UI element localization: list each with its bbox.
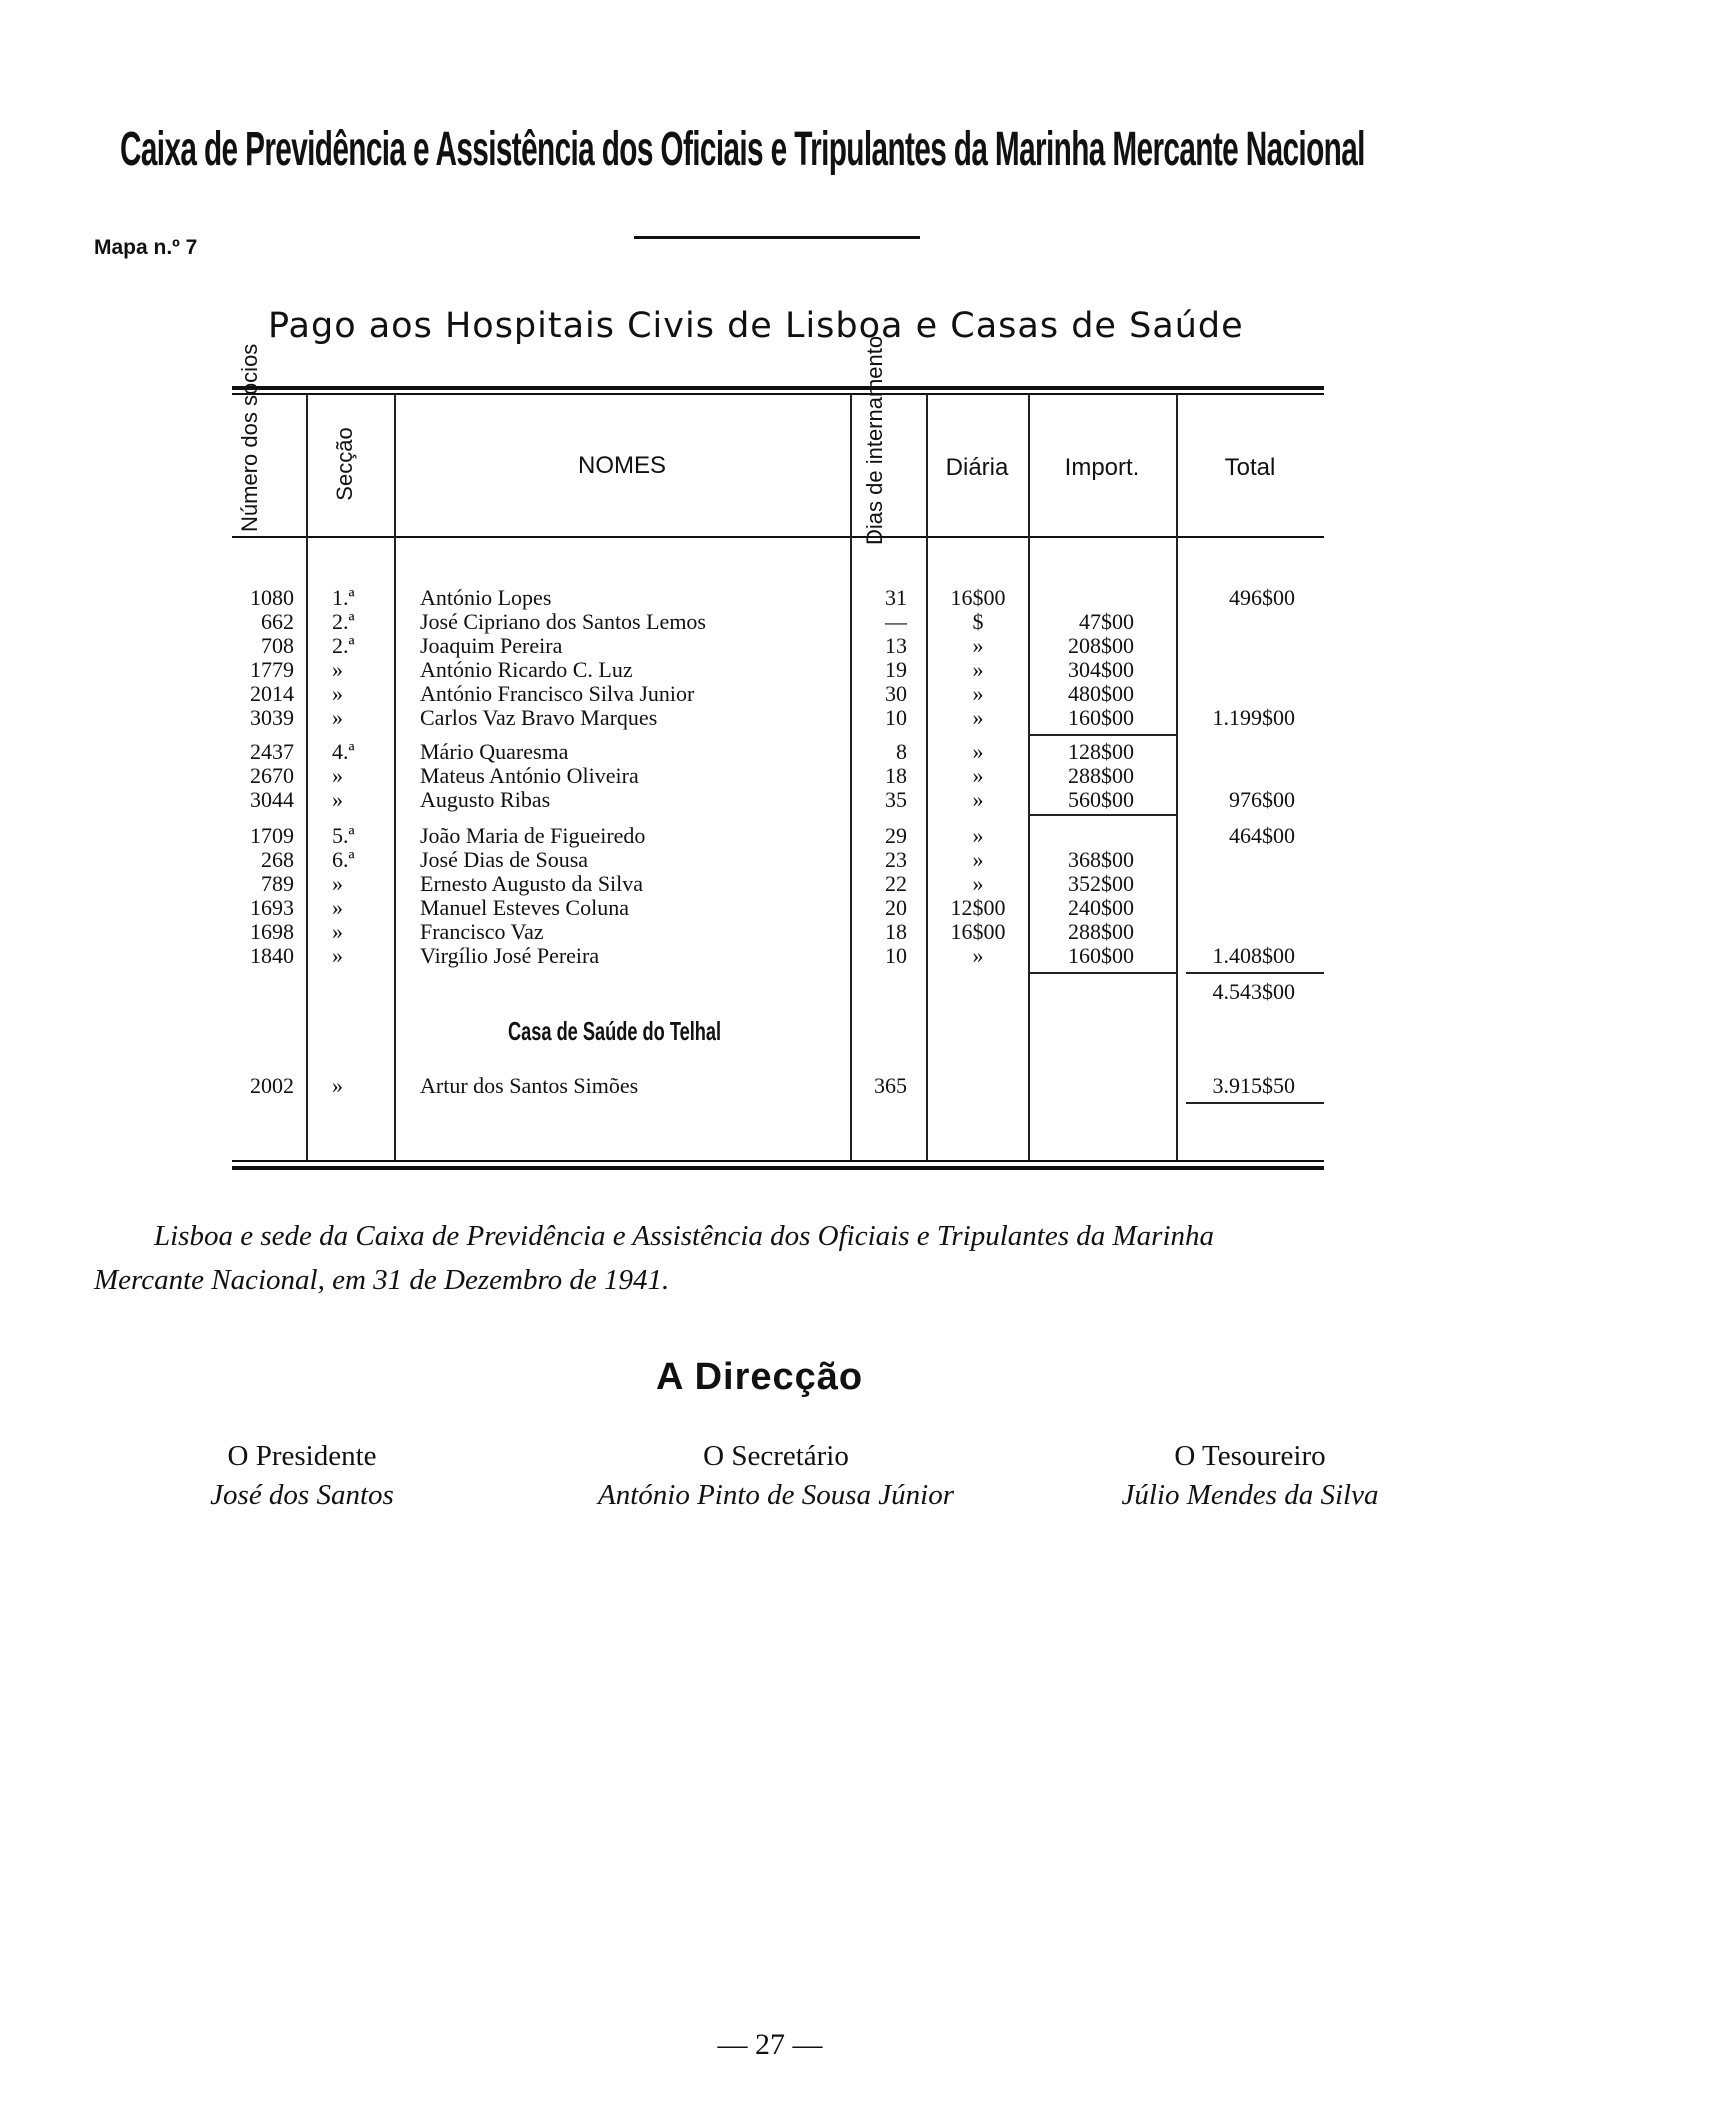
cell-seccao: »: [332, 1073, 343, 1098]
cell-diaria: 16$00: [950, 585, 1006, 610]
cell-total: 496$00: [1229, 585, 1295, 610]
cell-import: 208$00: [1068, 633, 1134, 658]
cell-nome: António Lopes: [420, 585, 552, 610]
cell-diaria: »: [972, 739, 984, 764]
cell-diaria: »: [972, 871, 984, 896]
table-row: [232, 682, 1324, 706]
cell-numero: 1779: [250, 657, 294, 682]
signatory-role: O Presidente: [227, 1440, 377, 1472]
title-underline: [634, 236, 920, 239]
cell-seccao: »: [332, 705, 343, 730]
cell-numero: 268: [261, 847, 294, 872]
cell-nome: Virgílio José Pereira: [420, 943, 600, 968]
cell-import: 480$00: [1068, 681, 1134, 706]
cell-import: 304$00: [1068, 657, 1134, 682]
cell-nome: Mário Quaresma: [420, 739, 569, 764]
table-row: [232, 658, 1324, 682]
cell-seccao: »: [332, 787, 343, 812]
cell-import: 160$00: [1068, 943, 1134, 968]
cell-total: 976$00: [1229, 787, 1295, 812]
cell-seccao: 1.ª: [332, 585, 355, 610]
map-number: Mapa n.º 7: [94, 236, 198, 259]
cell-import: 240$00: [1068, 895, 1134, 920]
closing-line-2: Mercante Nacional, em 31 de Dezembro de 1941.: [94, 1264, 670, 1296]
cell-import: 368$00: [1068, 847, 1134, 872]
cell-diaria: 16$00: [950, 919, 1006, 944]
cell-dias: 19: [885, 657, 907, 682]
cell-seccao: 2.ª: [332, 633, 355, 658]
cell-nome: Joaquim Pereira: [420, 633, 563, 658]
cell-total: 1.199$00: [1212, 705, 1295, 730]
cell-import: 560$00: [1068, 787, 1134, 812]
signatory-name: Júlio Mendes da Silva: [1121, 1479, 1379, 1511]
subtotal-rule: [1028, 814, 1176, 816]
table-row: [232, 848, 1324, 872]
cell-dias: 18: [885, 919, 907, 944]
table-row: [232, 740, 1324, 764]
cell-numero: 789: [261, 871, 294, 896]
cell-dias: 10: [885, 943, 907, 968]
cell-numero: 2014: [250, 681, 294, 706]
table-row: [232, 610, 1324, 634]
cell-diaria: »: [972, 847, 984, 872]
cell-import: 128$00: [1068, 739, 1134, 764]
table-row: [232, 944, 1324, 968]
cell-dias: 29: [885, 823, 907, 848]
signatory-name: José dos Santos: [210, 1479, 394, 1511]
cell-dias: —: [885, 609, 907, 634]
header-import: Import.: [1064, 454, 1140, 481]
cell-seccao: 5.ª: [332, 823, 355, 848]
cell-dias: 23: [885, 847, 907, 872]
cell-nome: Manuel Esteves Coluna: [420, 895, 629, 920]
cell-seccao: »: [332, 919, 343, 944]
page-number: — 27 —: [717, 2028, 823, 2061]
signatory-presidente: [92, 1440, 512, 1512]
cell-dias: 10: [885, 705, 907, 730]
cell-dias: 30: [885, 681, 907, 706]
table-subtitle: Pago aos Hospitais Civis de Lisboa e Casas de Saúde: [268, 306, 1244, 346]
cell-dias: 22: [885, 871, 907, 896]
signatory-name: António Pinto de Sousa Júnior: [597, 1479, 955, 1511]
header-bottom-rule: [232, 536, 1324, 538]
cell-numero: 1698: [250, 919, 294, 944]
cell-subtotal: 4.543$00: [1212, 979, 1295, 1004]
cell-nome: Artur dos Santos Simões: [420, 1073, 639, 1098]
cell-nome: Francisco Vaz: [420, 919, 544, 944]
cell-numero: 1080: [250, 585, 294, 610]
cell-seccao: »: [332, 895, 343, 920]
cell-numero: 3039: [250, 705, 294, 730]
closing-line-1: Lisboa e sede da Caixa de Previdência e Assistência dos Oficiais e Tripulantes da Marinha: [154, 1220, 1215, 1252]
cell-diaria: »: [972, 681, 984, 706]
cell-diaria: 12$00: [950, 895, 1006, 920]
cell-numero: 1840: [250, 943, 294, 968]
cell-nome: António Francisco Silva Junior: [420, 681, 695, 706]
cell-diaria: »: [972, 823, 984, 848]
cell-import: 160$00: [1068, 705, 1134, 730]
cell-numero: 1693: [250, 895, 294, 920]
subtotal-rule: [1028, 734, 1176, 736]
cell-seccao: »: [332, 657, 343, 682]
table-row: [232, 706, 1324, 730]
cell-dias: 20: [885, 895, 907, 920]
cell-nome: Mateus António Oliveira: [420, 763, 639, 788]
cell-seccao: 4.ª: [332, 739, 355, 764]
table-top-rule-thin: [232, 393, 1324, 395]
cell-nome: José Cipriano dos Santos Lemos: [420, 609, 706, 634]
table-top-rule: [232, 386, 1324, 390]
subtotal-rule: [1028, 972, 1176, 974]
cell-numero: 662: [261, 609, 294, 634]
signatory-role: O Tesoureiro: [1174, 1440, 1326, 1472]
cell-diaria: »: [972, 657, 984, 682]
cell-seccao: »: [332, 681, 343, 706]
cell-seccao: »: [332, 871, 343, 896]
cell-diaria: »: [972, 943, 984, 968]
cell-numero: 2670: [250, 763, 294, 788]
cell-dias: 18: [885, 763, 907, 788]
signatory-secretario: [566, 1440, 986, 1512]
cell-diaria: $: [972, 609, 984, 634]
cell-import: 47$00: [1079, 609, 1134, 634]
cell-import: 288$00: [1068, 919, 1134, 944]
header-total: Total: [1224, 454, 1276, 481]
cell-numero: 1709: [250, 823, 294, 848]
header-dias: Dias de internamento: [862, 335, 887, 545]
cell-numero: 2437: [250, 739, 294, 764]
cell-total: 3.915$50: [1212, 1073, 1295, 1098]
signatory-tesoureiro: [1040, 1440, 1460, 1512]
cell-import: 288$00: [1068, 763, 1134, 788]
cell-numero: 2002: [250, 1073, 294, 1098]
total-rule: [1186, 972, 1324, 974]
cell-nome: Carlos Vaz Bravo Marques: [420, 705, 658, 730]
document-title: Caixa de Previdência e Assistência dos Oficiais e Tripulantes da Marinha Mercante Nacional: [120, 123, 1365, 176]
cell-nome: Ernesto Augusto da Silva: [420, 871, 644, 896]
header-numero: Número dos sócios: [237, 343, 262, 532]
table-row: [232, 896, 1324, 920]
cell-total: 1.408$00: [1212, 943, 1295, 968]
table-row: [232, 872, 1324, 896]
closing-statement: [94, 1214, 1494, 1302]
cell-seccao: 2.ª: [332, 609, 355, 634]
table-row: [232, 920, 1324, 944]
cell-seccao: 6.ª: [332, 847, 355, 872]
cell-diaria: »: [972, 787, 984, 812]
cell-numero: 708: [261, 633, 294, 658]
signatory-role: O Secretário: [703, 1440, 849, 1472]
cell-dias: 8: [896, 739, 907, 764]
cell-total: 464$00: [1229, 823, 1295, 848]
cell-nome: João Maria de Figueiredo: [420, 823, 646, 848]
cell-seccao: »: [332, 763, 343, 788]
cell-dias: 13: [885, 633, 907, 658]
cell-seccao: »: [332, 943, 343, 968]
header-diaria: Diária: [945, 454, 1009, 481]
table-row: [232, 788, 1324, 812]
cell-import: 352$00: [1068, 871, 1134, 896]
cell-dias: 35: [885, 787, 907, 812]
cell-numero: 3044: [250, 787, 294, 812]
table-row: [232, 1074, 1324, 1098]
cell-dias: 31: [885, 585, 907, 610]
table-row: [232, 634, 1324, 658]
cell-diaria: »: [972, 705, 984, 730]
table-row: [232, 824, 1324, 848]
total-rule: [1186, 1102, 1324, 1104]
direction-heading: A Direcção: [656, 1356, 864, 1398]
casa-heading: Casa de Saúde do Telhal: [508, 1016, 722, 1046]
subtotal-row: [232, 980, 1324, 1004]
table-bottom-rule-thin: [232, 1160, 1324, 1162]
cell-nome: José Dias de Sousa: [420, 847, 589, 872]
header-seccao: Secção: [332, 427, 357, 501]
table-row: [232, 586, 1324, 610]
cell-nome: Augusto Ribas: [420, 787, 551, 812]
header-nomes: NOMES: [577, 452, 666, 479]
cell-dias: 365: [874, 1073, 907, 1098]
cell-nome: António Ricardo C. Luz: [420, 657, 633, 682]
table-row: [232, 764, 1324, 788]
cell-diaria: »: [972, 633, 984, 658]
cell-diaria: »: [972, 763, 984, 788]
table-bottom-rule: [232, 1166, 1324, 1170]
